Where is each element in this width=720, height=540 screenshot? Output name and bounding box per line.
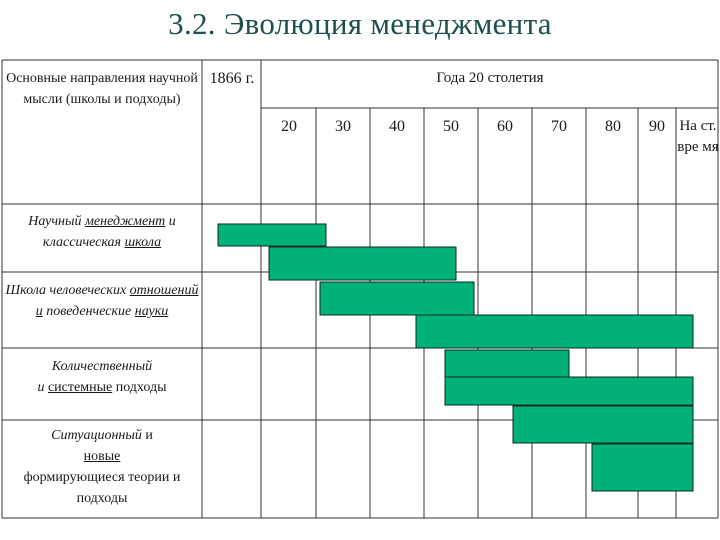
row-label-scientific: Научный менеджмент и классическая школа bbox=[28, 214, 176, 250]
decade-20: 20 bbox=[281, 118, 297, 135]
timeline-bar bbox=[416, 315, 693, 348]
timeline-bar bbox=[320, 282, 474, 315]
header-1866: 1866 г. bbox=[209, 70, 255, 87]
decade-90: 90 bbox=[649, 118, 665, 135]
row-label-quantitative: Количественный и системные подходы bbox=[37, 359, 167, 395]
timeline-bar bbox=[269, 247, 456, 280]
header-century: Года 20 столетия bbox=[436, 70, 544, 86]
timeline-bar bbox=[445, 377, 693, 405]
timeline-bar bbox=[513, 406, 693, 443]
page-title: 3.2. Эволюция менеджмента bbox=[168, 6, 552, 41]
timeline-bar bbox=[218, 224, 326, 246]
decade-30: 30 bbox=[335, 118, 351, 135]
decade-80: 80 bbox=[605, 118, 621, 135]
timeline-bar bbox=[445, 350, 569, 378]
decade-60: 60 bbox=[497, 118, 513, 135]
row-label-situational: Ситуационный и новые формирующиеся теории и подходы bbox=[23, 428, 181, 506]
header-directions: Основные направления научной мысли (школы и подходы) bbox=[6, 71, 198, 107]
decade-70: 70 bbox=[551, 118, 567, 135]
decade-present: На ст. вре мя bbox=[677, 118, 719, 155]
row-label-human-relations: Школа человеческих отношений и поведенческие науки bbox=[5, 283, 199, 319]
decade-40: 40 bbox=[389, 118, 405, 135]
decade-50: 50 bbox=[443, 118, 459, 135]
timeline-bar bbox=[592, 444, 693, 491]
